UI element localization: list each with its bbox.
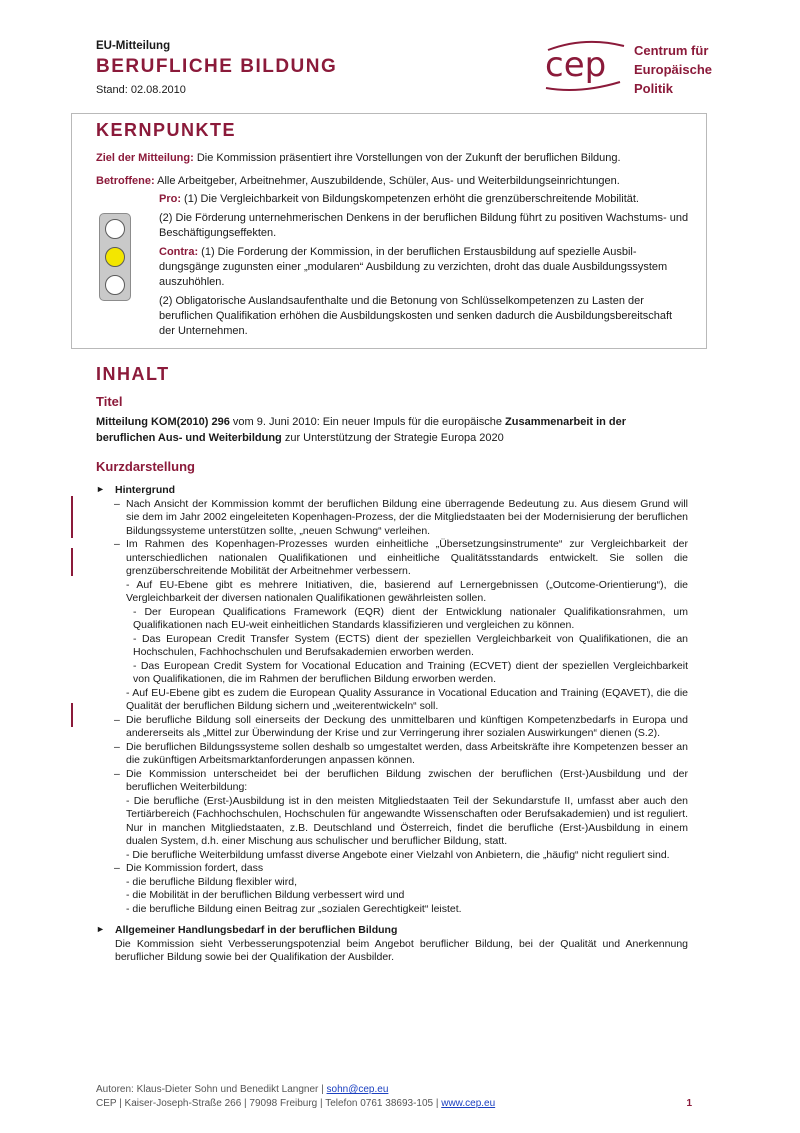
titel-text-2: zur Unterstützung der Strategie Europa 2020 <box>281 432 504 444</box>
pro-2: (2) Die Förderung unternehmerischen Denkens in der beruflichen Bildung führt zu positiven Wachstums- und Beschäftigungseffekten. <box>159 212 689 239</box>
traffic-light-icon <box>99 213 131 301</box>
kernpunkte-title: KERNPUNKTE <box>96 120 237 140</box>
list-item-text: Die Kommission fordert, dass <box>126 862 264 874</box>
kernpunkte-box <box>71 113 707 349</box>
logo-text <box>634 41 750 98</box>
ziel-label: Ziel der Mitteilung: <box>96 152 194 164</box>
contra-2: (2) Obligatorische Auslandsaufenthalte und die Betonung von Schlüsselkompetenzen zu Lasten der beruflichen Qualifikation erhöhen die Ausbildungskosten und senken dadurch die Ausbildungsbereitschaft der Unternehmen. <box>159 295 673 337</box>
titel-text <box>96 414 688 446</box>
betroffene-line <box>96 174 696 189</box>
bullet-arrow-icon: ► <box>96 924 105 934</box>
contra-1 <box>159 245 691 290</box>
list-item: – Die Kommission unterscheidet bei der beruflichen Bildung zwischen der beruflichen (Erst-)Ausbildung und der beruflichen Weiterbildung: <box>114 767 688 793</box>
cep-logo <box>540 34 750 94</box>
list-item-text: Die berufliche Bildung soll einerseits der Deckung des unmittelbaren und künftigen Kompetenzbedarfs in Europa und andererseits als „Mittel zur Überwindung der Krise und zur Verringerung ihrer sozialen Auswirkungen“ dienen (S.2). <box>126 713 688 739</box>
list-item-text: Im Rahmen des Kopenhagen-Prozesses wurden einheitliche „Übersetzungsinstrumente“ zur Vergleichbarkeit der unterschiedlichen nationalen Qualifikationen und einheitliche Qualitätsstandards entwickelt. Sie sollen die grenzüberschreitende Mobilität der Arbeitnehmer verbessern. <box>126 538 688 577</box>
doc-date: Stand: 02.08.2010 <box>96 84 186 96</box>
kurzdarstellung-heading: Kurzdarstellung <box>96 459 195 474</box>
list-item-text: Die beruflichen Bildungssysteme sollen deshalb so umgestaltet werden, dass Arbeitskräfte ihre Kompetenzen besser an die zukünftigen Arbeitsmarktanforderungen anpassen können. <box>126 740 688 766</box>
margin-mark <box>71 703 73 727</box>
footer-address: CEP | Kaiser-Joseph-Straße 266 | 79098 Freiburg | Telefon 0761 38693-105 | <box>96 1098 442 1109</box>
allgemein-bullet <box>96 924 688 938</box>
list-item: – Nach Ansicht der Kommission kommt der beruflichen Bildung eine überragende Bedeutung zu. Aus diesem Grund will sie dem im Jahr 2002 eingeleiteten Kopenhagen-Prozess, der die Mitgliedstaaten bei der Modernisierung der beruflichen Bildungssysteme unterstützen sollte, „neuen Schwung“ verleihen. <box>114 497 688 537</box>
traffic-light-yellow <box>105 247 125 267</box>
pro-1 <box>159 192 691 207</box>
logo-word: cep <box>545 45 607 85</box>
hintergrund-bullet <box>96 484 688 498</box>
sub-sub-item: - Das European Credit Transfer System (ECTS) dient der speziellen Vergleichbarkeit von Qualifikationen, die an Hochschulen, Fachhochschulen und Berufsakademien erworben werden. <box>133 632 688 658</box>
traffic-light-top <box>105 219 125 239</box>
footer-authors: Autoren: Klaus-Dieter Sohn und Benedikt Langner | <box>96 1084 327 1095</box>
list-item-text: Nach Ansicht der Kommission kommt der beruflichen Bildung eine überragende Bedeutung zu. Aus diesem Grund will sie dem im Jahr 2002 eingeleiteten Kopenhagen-Prozess, der die Mitgliedstaaten bei der Modernisierung der beruflichen Bildungssysteme unterstützen sollte, „neuen Schwung“ verleihen. <box>126 497 688 537</box>
sub-item: - Die berufliche Weiterbildung umfasst diverse Angebote einer Vielzahl von Anbietern, die „häufig“ nicht reguliert sind. <box>126 848 670 861</box>
page-number: 1 <box>686 1098 692 1109</box>
sub-item: - Auf EU-Ebene gibt es zudem die European Quality Assurance in Vocational Education and Training (EQAVET), die die Qualität der beruflichen Bildung sichern und „weiterentwickeln“ soll. <box>126 686 688 712</box>
hintergrund-label: Hintergrund <box>115 484 176 496</box>
bullet-arrow-icon: ► <box>96 484 105 494</box>
titel-bold-2: Zusammenarbeit in der beruflichen Aus- und Weiterbildung <box>96 416 627 444</box>
betroffene-label: Betroffene: <box>96 175 155 187</box>
allgemein-text: Die Kommission sieht Verbesserungspotenzial beim Angebot beruflicher Bildung, bei der Qualität und Anerkennung beruflicher Bildung sowie bei der Qualifikation der Ausbilder. <box>115 937 688 963</box>
sub-item: - Die berufliche (Erst-)Ausbildung ist in den meisten Mitgliedstaaten Teil der Sekundarstufe II, umfasst aber auch den Tertiärbereich (Fachhochschulen, Hochschulen für angewandte Wissenschaften oder Berufsakademien) und ist reguliert. Nur in manchen Mitgliedstaaten, z.B. Deutschland und Österreich, findet die berufliche (Erst-)Ausbildung in einem dualen System, d.h. einer Mischung aus schulischer und beruflicher Bildung, statt. <box>126 794 688 847</box>
document-header <box>96 40 756 104</box>
margin-mark <box>71 548 73 576</box>
logo-text-line-1: Centrum für <box>634 43 709 58</box>
pro-contra <box>159 192 691 343</box>
footer-authors-line <box>96 1083 692 1097</box>
doc-type: EU-Mitteilung <box>96 40 171 52</box>
sub-item: - die berufliche Bildung flexibler wird, <box>126 875 297 888</box>
margin-mark <box>71 496 73 538</box>
pro-1-text: (1) Die Vergleichbarkeit von Bildungskompetenzen erhöht die grenzüberschreitende Mobilität. <box>181 193 639 205</box>
logo-text-line-2: Europäische Politik <box>634 62 713 96</box>
kurzdarstellung-body <box>96 480 688 965</box>
list-item: – Die berufliche Bildung soll einerseits der Deckung des unmittelbaren und künftigen Kompetenzbedarfs in Europa und andererseits als „Mittel zur Überwindung der Krise und zur Verringerung ihrer sozialen Auswirkungen“ dienen (S.2). <box>114 713 688 739</box>
footer-website-link[interactable]: www.cep.eu <box>441 1098 496 1109</box>
list-item: – Die beruflichen Bildungssysteme sollen deshalb so umgestaltet werden, dass Arbeitskräfte ihre Kompetenzen besser an die zukünftigen Arbeitsmarktanforderungen anpassen können. <box>114 740 688 766</box>
inhalt-title: INHALT <box>96 364 170 384</box>
list-item: – Die Kommission fordert, dass <box>114 862 264 874</box>
contra-1-text: (1) Die Forderung der Kommission, in der beruflichen Erstausbildung auf spezielle Ausbildungsgänge zugunsten einer „modularen“ Ausbildung zu verzichten, droht das duale Ausbildungssystem auszuhöhlen. <box>159 246 668 288</box>
list-item: – Im Rahmen des Kopenhagen-Prozesses wurden einheitliche „Übersetzungsinstrumente“ zur Vergleichbarkeit der unterschiedlichen nationalen Qualifikationen und einheitliche Qualitätsstandards entwickelt. Sie sollen die grenzüberschreitende Mobilität der Arbeitnehmer verbessern. <box>114 538 688 577</box>
allgemein-label: Allgemeiner Handlungsbedarf in der beruflichen Bildung <box>115 924 398 936</box>
sub-item: - die berufliche Bildung einen Beitrag zur „sozialen Gerechtigkeit“ leistet. <box>126 902 462 915</box>
sub-item: - Auf EU-Ebene gibt es mehrere Initiativen, die, basierend auf Lernergebnissen („Outcome-Orientierung“), die Vergleichbarkeit der diversen nationalen Qualifikationen gewährleisten sollen. <box>126 578 688 604</box>
cep-logo-mark <box>540 34 630 94</box>
page-footer <box>96 1083 692 1111</box>
sub-sub-item: - Das European Credit System for Vocational Education and Training (ECVET) dient der speziellen Vergleichbarkeit von Qualifikationen, die im Rahmen der beruflichen Bildung erworben werden. <box>133 659 688 685</box>
titel-text-1: vom 9. Juni 2010: Ein neuer Impuls für die europäische <box>229 416 506 428</box>
footer-email-link[interactable]: sohn@cep.eu <box>326 1084 389 1095</box>
list-item-text: Die Kommission unterscheidet bei der beruflichen Bildung zwischen der beruflichen (Erst-)Ausbildung und der beruflichen Weiterbildung: <box>126 767 688 793</box>
pro-label: Pro: <box>159 193 181 205</box>
sub-item: - die Mobilität in der beruflichen Bildung verbessert wird und <box>126 889 405 901</box>
doc-title: BERUFLICHE BILDUNG <box>96 56 338 77</box>
contra-label: Contra: <box>159 246 199 258</box>
sub-sub-item: - Der European Qualifications Framework (EQR) dient der Entwicklung nationaler Qualifikationsrahmen, um Qualifikationen nach EU-weit einheitlichen Standards klassifizieren und vergleichen zu können. <box>133 605 688 631</box>
titel-heading: Titel <box>96 394 123 409</box>
betroffene-text: Alle Arbeitgeber, Arbeitnehmer, Auszubildende, Schüler, Aus- und Weiterbildungseinrichtungen. <box>154 175 620 187</box>
footer-address-line <box>96 1097 692 1111</box>
traffic-light-bottom <box>105 275 125 295</box>
titel-bold-1: Mitteilung KOM(2010) 296 <box>96 416 230 428</box>
ziel-line <box>96 151 696 166</box>
ziel-text: Die Kommission präsentiert ihre Vorstellungen von der Zukunft der beruflichen Bildung. <box>193 152 621 164</box>
